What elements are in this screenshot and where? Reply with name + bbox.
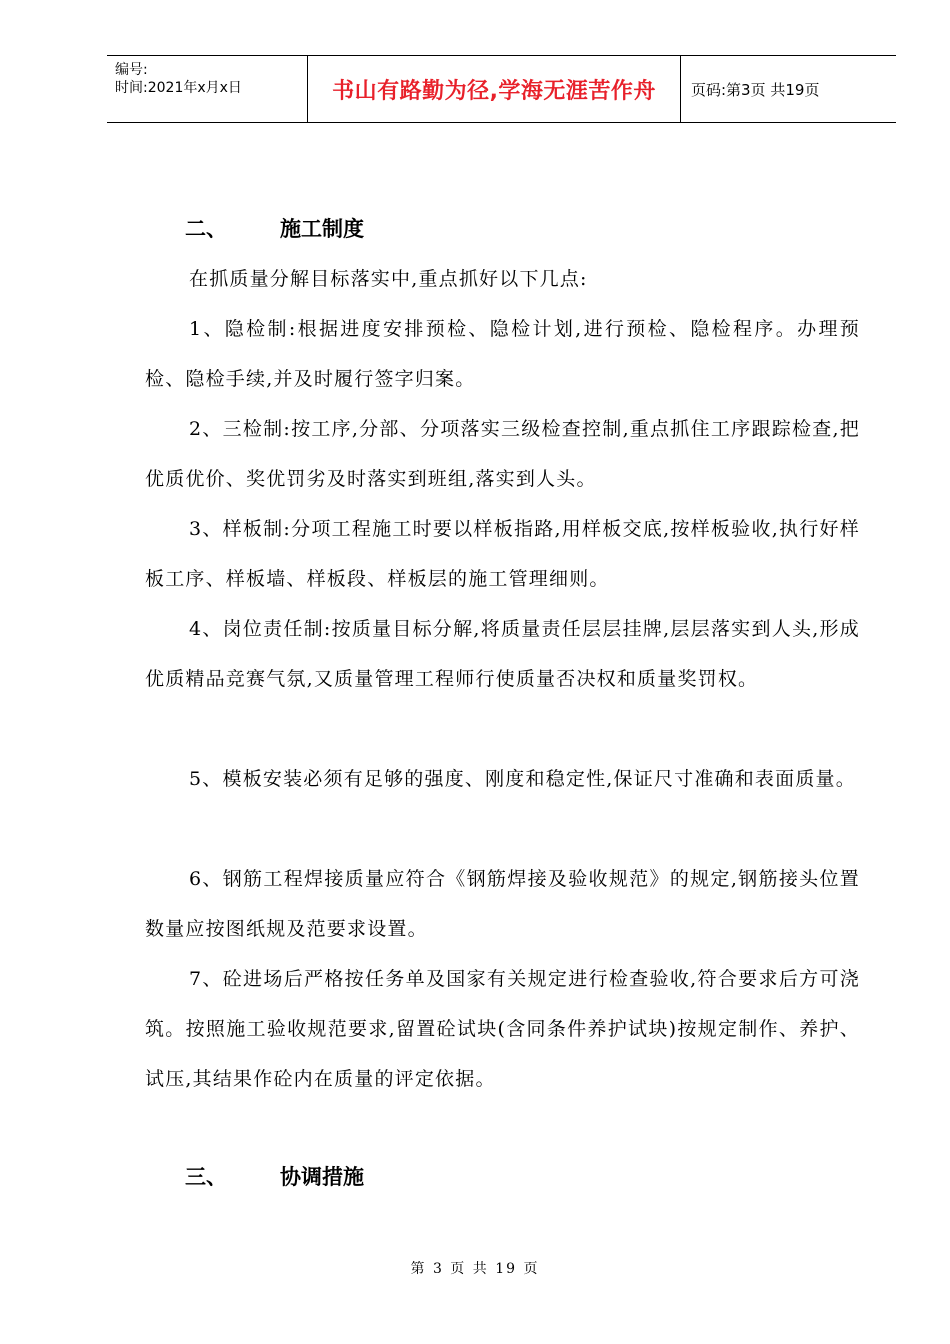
paragraph: 4、岗位责任制:按质量目标分解,将质量责任层层挂牌,层层落实到人头,形成优质精品竞赛气氛,又质量管理工程师行使质量否决权和质量奖罚权。 [145, 618, 860, 690]
header-meta [107, 56, 308, 122]
page-header [107, 55, 896, 123]
section-heading [185, 213, 364, 243]
paragraph: 1、隐检制:根据进度安排预检、隐检计划,进行预检、隐检程序。办理预检、隐检手续,并及时履行签字归案。 [145, 318, 860, 390]
section-title: 协调措施 [280, 1165, 364, 1189]
paragraph: 7、砼进场后严格按任务单及国家有关规定进行检查验收,符合要求后方可浇筑。按照施工验收规范要求,留置砼试块(含同条件养护试块)按规定制作、养护、试压,其结果作砼内在质量的评定依据。 [145, 968, 860, 1090]
paragraph: 在抓质量分解目标落实中,重点抓好以下几点: [189, 268, 588, 290]
paragraph: 3、样板制:分项工程施工时要以样板指路,用样板交底,按样板验收,执行好样板工序、样板墙、样板段、样板层的施工管理细则。 [145, 518, 860, 590]
paragraph: 2、三检制:按工序,分部、分项落实三级检查控制,重点抓住工序跟踪检查,把优质优价、奖优罚劣及时落实到班组,落实到人头。 [145, 418, 860, 490]
header-motto [308, 56, 681, 122]
section-number: 三、 [185, 1165, 227, 1189]
section-heading [185, 1161, 364, 1191]
paragraph: 6、钢筋工程焊接质量应符合《钢筋焊接及验收规范》的规定,钢筋接头位置数量应按图纸规及范要求设置。 [145, 868, 860, 940]
header-page-info: 页码:第3页 共19页 [691, 80, 820, 99]
paragraph: 5、模板安装必须有足够的强度、刚度和稳定性,保证尺寸准确和表面质量。 [189, 768, 856, 790]
number-label: 编号: [115, 62, 148, 78]
motto-text: 书山有路勤为径,学海无涯苦作舟 [332, 78, 656, 104]
section-number: 二、 [185, 217, 227, 241]
time-label: 时间:2021年x月x日 [115, 80, 242, 96]
section-title: 施工制度 [280, 217, 364, 241]
page-footer: 第 3 页 共 19 页 [410, 1261, 540, 1277]
